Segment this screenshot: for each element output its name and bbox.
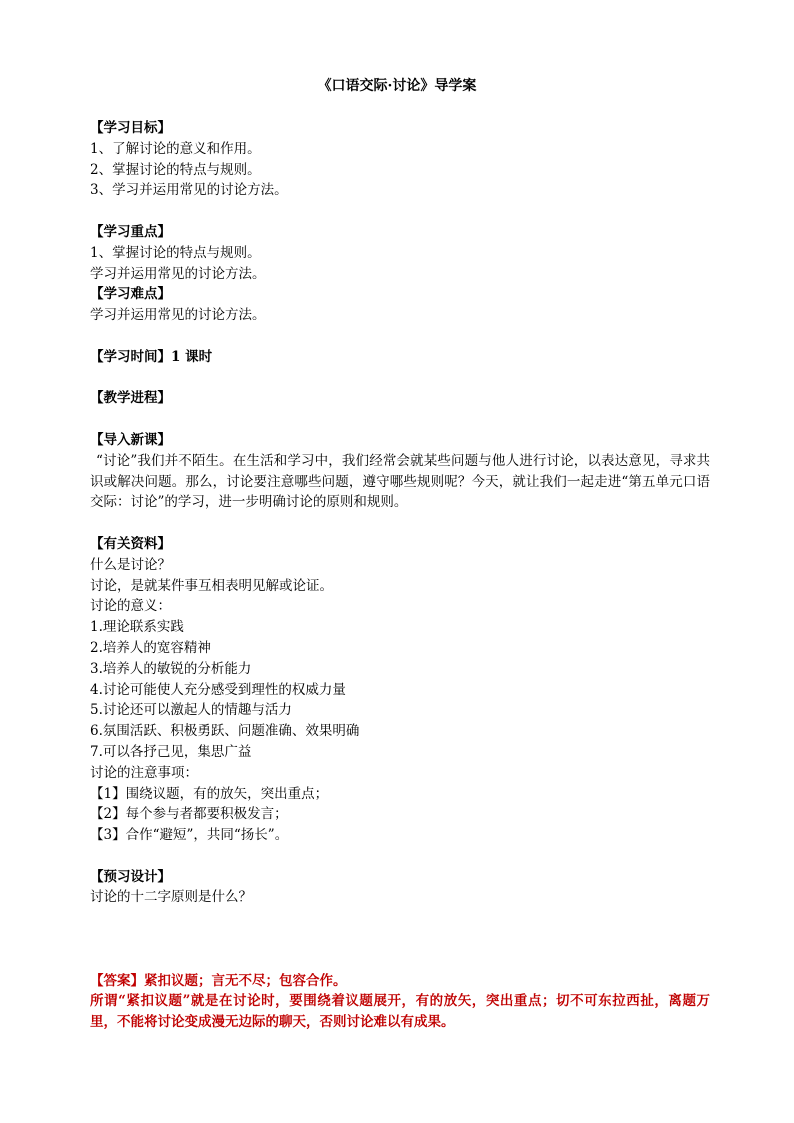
answer-explanation: 所谓“紧扣议题”就是在讨论时，要围绕着议题展开，有的放矢，突出重点；切不可东拉西扯，离题万里，不能将讨论变成漫无边际的聊天，否则讨论难以有成果。	[90, 993, 710, 1031]
materials-line: 【1】围绕议题，有的放矢，突出重点；	[90, 785, 329, 802]
intro-heading: 【导入新课】	[90, 431, 171, 448]
materials-line: 【2】每个参与者都要积极发言；	[90, 806, 288, 823]
materials-line: 7.可以各抒己见，集思广益	[90, 743, 252, 760]
goal-item: 3、学习并运用常见的讨论方法。	[90, 182, 288, 199]
difficulties-heading: 【学习难点】	[90, 286, 171, 303]
answer-block	[90, 971, 710, 1033]
process-heading: 【教学进程】	[90, 390, 171, 407]
goal-item: 2、掌握讨论的特点与规则。	[90, 161, 261, 178]
answer-summary: 【答案】紧扣议题；言无不尽；包容合作。	[90, 972, 347, 989]
difficulty-item: 学习并运用常见的讨论方法。	[90, 307, 266, 324]
key-point-item: 1、掌握讨论的特点与规则。	[90, 244, 261, 261]
materials-line: 1.理论联系实践	[90, 619, 184, 636]
intro-paragraph: “讨论”我们并不陌生。在生活和学习中，我们经常会就某些问题与他人进行讨论，以表达意见，寻求共识或解决问题。那么，讨论要注意哪些问题，遵守哪些规则呢？今天，就让我们一起走进“第五单元口语交际：讨论”的学习，进一步明确讨论的原则和规则。	[90, 452, 710, 511]
preview-heading: 【预习设计】	[90, 868, 171, 885]
materials-line: 4.讨论可能使人充分感受到理性的权威力量	[90, 681, 346, 698]
goals-heading: 【学习目标】	[90, 120, 171, 136]
materials-line: 讨论的意义：	[90, 598, 171, 615]
key-point-item: 学习并运用常见的讨论方法。	[90, 265, 266, 282]
materials-line: 5.讨论还可以激起人的情趣与活力	[90, 702, 292, 719]
study-time: 【学习时间】1 课时	[90, 348, 213, 365]
document-body	[90, 118, 710, 1033]
materials-line: 讨论，是就某件事互相表明见解或论证。	[90, 577, 333, 594]
key-points-heading: 【学习重点】	[90, 223, 171, 240]
document-title: 《口语交际·讨论》导学案	[317, 78, 477, 94]
materials-line: 讨论的注意事项：	[90, 764, 198, 781]
materials-line: 6.氛围活跃、积极勇跃、问题准确、效果明确	[90, 723, 360, 740]
goal-item: 1、了解讨论的意义和作用。	[90, 140, 261, 157]
materials-heading: 【有关资料】	[90, 535, 171, 552]
preview-question: 讨论的十二字原则是什么？	[90, 889, 252, 906]
materials-line: 3.培养人的敏锐的分析能力	[90, 660, 252, 677]
materials-line: 【3】合作“避短”，共同“扬长”。	[90, 827, 289, 844]
materials-line: 2.培养人的宽容精神	[90, 639, 211, 656]
materials-line: 什么是讨论？	[90, 556, 171, 573]
